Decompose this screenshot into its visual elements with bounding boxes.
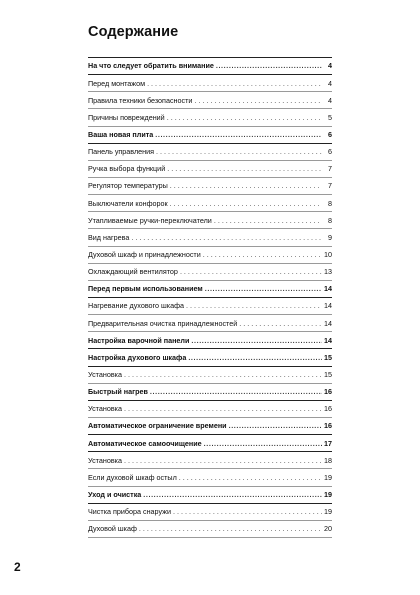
toc-entry-row[interactable] [88, 161, 332, 178]
toc-leader-dots [239, 320, 322, 327]
toc-entry-row[interactable] [88, 247, 332, 264]
toc-entry-row[interactable] [88, 75, 332, 92]
toc-entry-label: Если духовой шкаф остыл [88, 472, 177, 482]
toc-leader-dots [167, 165, 322, 172]
toc-entry-label: Нагревание духового шкафа [88, 301, 184, 311]
toc-page-number: 7 [328, 181, 332, 191]
toc-leader-dots [229, 422, 322, 429]
toc-entry-label: Установка [88, 455, 122, 465]
toc-leader-dots [156, 148, 322, 155]
toc-leader-dots [124, 457, 322, 464]
toc-leader-dots [170, 200, 322, 207]
toc-entry-row[interactable] [88, 264, 332, 281]
toc-page-number: 13 [324, 267, 332, 277]
toc-leader-dots [150, 388, 322, 395]
toc-entry-label: Уход и очистка [88, 489, 142, 499]
page-title: Содержание [88, 24, 179, 40]
toc-entry-label: Панель управления [88, 147, 155, 157]
toc-section-row[interactable] [88, 384, 332, 401]
toc-section-row[interactable] [88, 58, 332, 75]
toc-page-number: 19 [324, 507, 332, 517]
toc-page-number: 19 [324, 489, 332, 499]
toc-page-number: 4 [328, 61, 332, 71]
toc-page-number: 16 [324, 387, 332, 397]
toc-leader-dots [170, 182, 322, 189]
toc-entry-row[interactable] [88, 504, 332, 521]
toc-entry-label: Регулятор температуры [88, 181, 168, 191]
toc-entry-label: Настройка духового шкафа [88, 352, 187, 362]
toc-entry-row[interactable] [88, 298, 332, 315]
toc-entry-label: Предварительная очистка принадлежностей [88, 318, 238, 328]
toc-leader-dots [214, 217, 322, 224]
toc-page-number: 8 [328, 215, 332, 225]
toc-leader-dots [186, 302, 322, 309]
toc-section-row[interactable] [88, 332, 332, 349]
toc-page-number: 14 [324, 318, 332, 328]
toc-section-row[interactable] [88, 281, 332, 298]
toc-entry-row[interactable] [88, 401, 332, 418]
toc-entry-row[interactable] [88, 469, 332, 486]
toc-entry-label: Перед первым использованием [88, 284, 203, 294]
toc-entry-row[interactable] [88, 144, 332, 161]
toc-entry-label: Автоматическое самоочищение [88, 438, 202, 448]
toc-page-number: 15 [324, 352, 332, 362]
toc-page-number: 16 [324, 404, 332, 414]
toc-entry-label: Охлаждающий вентилятор [88, 267, 178, 277]
toc-leader-dots [191, 337, 322, 344]
toc-page-number: 15 [324, 370, 332, 379]
toc-entry-label: Духовой шкаф и принадлежности [88, 250, 201, 260]
toc-entry-row[interactable] [88, 367, 332, 384]
toc-leader-dots [124, 405, 322, 412]
toc-leader-dots [179, 474, 322, 481]
toc-entry-row[interactable] [88, 315, 332, 332]
toc-page-number: 14 [324, 335, 332, 345]
toc-leader-dots [180, 268, 322, 275]
toc-page-number: 19 [324, 472, 332, 482]
toc-page-number: 7 [328, 164, 332, 174]
toc-leader-dots [147, 80, 322, 87]
toc-page-number: 6 [328, 147, 332, 157]
toc-entry-row[interactable] [88, 109, 332, 126]
toc-entry-label: Ваша новая плита [88, 130, 154, 140]
toc-leader-dots [203, 251, 322, 258]
table-of-contents [88, 57, 332, 538]
toc-entry-label: Причины повреждений [88, 112, 165, 122]
toc-entry-row[interactable] [88, 92, 332, 109]
toc-entry-label: Утапливаемые ручки-переключатели [88, 215, 212, 225]
toc-page-number: 18 [324, 455, 332, 465]
toc-entry-label: На что следует обратить внимание [88, 61, 214, 71]
toc-entry-label: Духовой шкаф [88, 524, 137, 534]
toc-page-number: 20 [324, 524, 332, 534]
toc-entry-label: Правила техники безопасности [88, 95, 193, 105]
toc-page-number: 9 [328, 232, 332, 242]
toc-leader-dots [173, 508, 322, 515]
toc-page-number: 4 [328, 78, 332, 88]
toc-leader-dots [139, 525, 322, 532]
toc-section-row[interactable] [88, 435, 332, 452]
toc-section-row[interactable] [88, 418, 332, 435]
toc-entry-label: Настройка варочной панели [88, 335, 190, 345]
toc-section-row[interactable] [88, 487, 332, 504]
toc-entry-row[interactable] [88, 229, 332, 246]
toc-entry-label: Установка [88, 404, 122, 414]
toc-page-number: 17 [324, 438, 332, 448]
toc-leader-dots [205, 285, 322, 292]
toc-page-number: 4 [328, 95, 332, 105]
toc-leader-dots [194, 97, 322, 104]
page-number: 2 [14, 560, 21, 574]
toc-entry-row[interactable] [88, 195, 332, 212]
toc-page-number: 6 [328, 130, 332, 140]
toc-section-row[interactable] [88, 127, 332, 144]
toc-page-number: 8 [328, 198, 332, 208]
toc-entry-label: Вид нагрева [88, 232, 130, 242]
toc-leader-dots [124, 371, 322, 378]
toc-page-number: 14 [324, 301, 332, 311]
toc-entry-label: Ручка выбора функций [88, 164, 166, 174]
toc-leader-dots [167, 114, 322, 121]
toc-page-number: 5 [328, 112, 332, 122]
toc-section-row[interactable] [88, 349, 332, 366]
toc-leader-dots [131, 234, 322, 241]
toc-page-number: 16 [324, 421, 332, 431]
toc-entry-label: Перед монтажом [88, 78, 146, 88]
toc-entry-row[interactable] [88, 521, 332, 538]
toc-entry-label: Быстрый нагрев [88, 387, 148, 397]
toc-leader-dots [216, 62, 322, 69]
toc-page-number: 10 [324, 250, 332, 260]
toc-entry-row[interactable] [88, 452, 332, 469]
toc-page-number: 14 [324, 284, 332, 294]
toc-entry-row[interactable] [88, 212, 332, 229]
toc-entry-label: Автоматическое ограничение времени [88, 421, 227, 431]
toc-entry-label: Чистка прибора снаружи [88, 507, 171, 517]
toc-entry-label: Выключатели конфорок [88, 198, 168, 208]
toc-entry-label: Установка [88, 370, 122, 379]
toc-leader-dots [188, 354, 322, 361]
toc-leader-dots [155, 131, 322, 138]
toc-entry-row[interactable] [88, 178, 332, 195]
toc-leader-dots [204, 440, 322, 447]
toc-leader-dots [143, 491, 322, 498]
